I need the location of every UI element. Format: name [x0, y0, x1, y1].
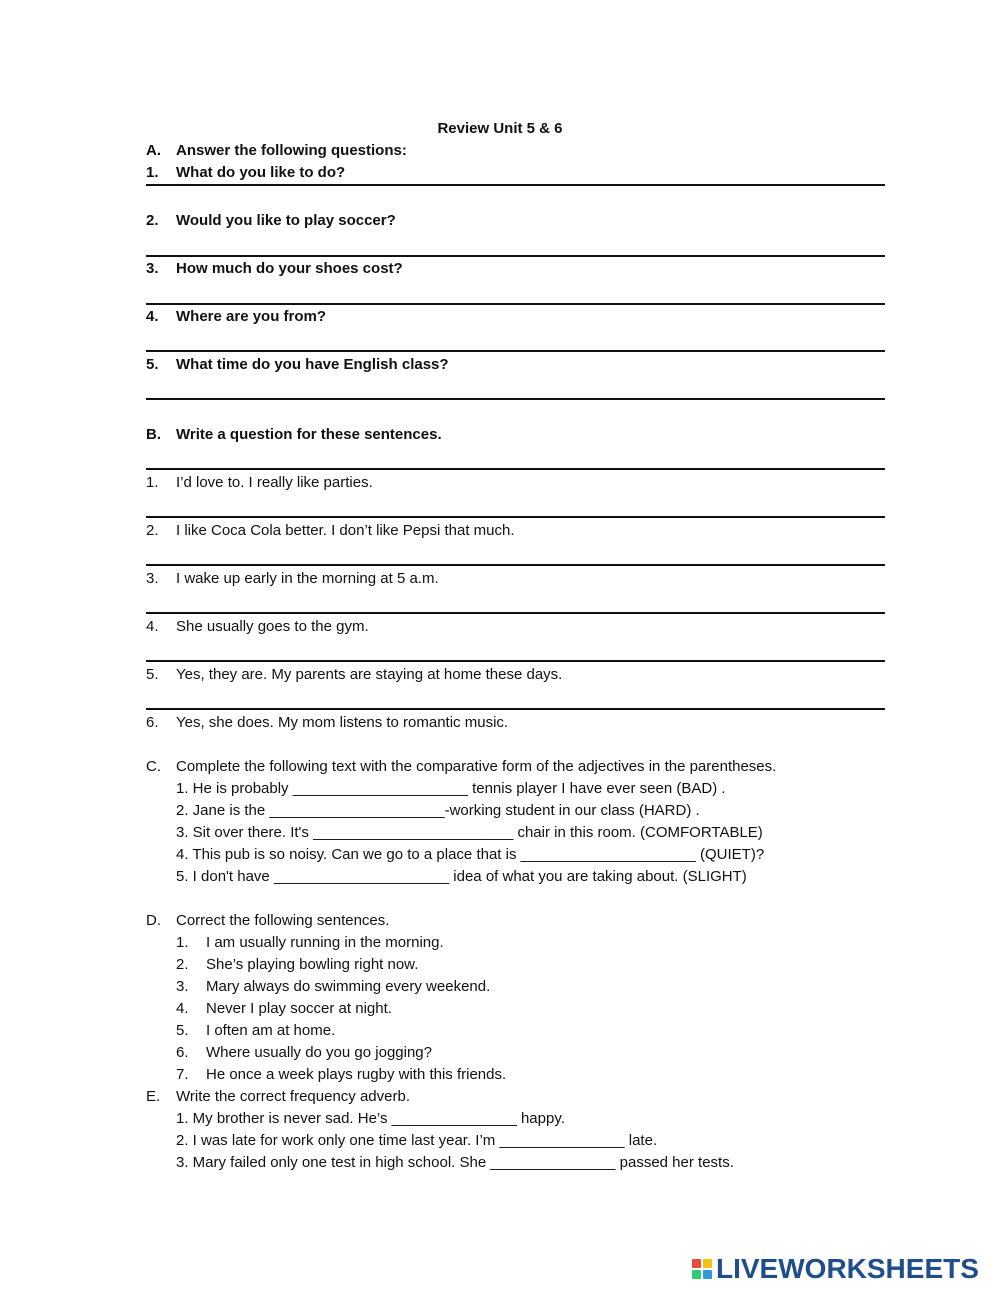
- sentence-number: 2.: [146, 522, 159, 539]
- question-number: 2.: [146, 212, 159, 229]
- answer-line[interactable]: [146, 255, 885, 257]
- sentence-text: I am usually running in the morning.: [206, 934, 444, 951]
- sentence-text: I like Coca Cola better. I don’t like Pepsi that much.: [176, 522, 515, 539]
- sentence-text: Mary always do swimming every weekend.: [206, 978, 491, 995]
- answer-line[interactable]: [146, 184, 885, 186]
- sentence-text: I’d love to. I really like parties.: [176, 474, 373, 491]
- sentence-text: She’s playing bowling right now.: [206, 956, 419, 973]
- section-b-letter: B.: [146, 426, 161, 443]
- sentence-text: He once a week plays rugby with this friends.: [206, 1066, 507, 1083]
- question-text: What do you like to do?: [176, 164, 346, 181]
- fill-in-item[interactable]: 3. Mary failed only one test in high school. She _______________ passed her tests.: [176, 1154, 734, 1171]
- section-a-letter: A.: [146, 142, 161, 159]
- section-b-heading: Write a question for these sentences.: [176, 426, 442, 443]
- answer-line[interactable]: [146, 516, 885, 518]
- sentence-text: I wake up early in the morning at 5 a.m.: [176, 570, 439, 587]
- sentence-text: Yes, she does. My mom listens to romantic music.: [176, 714, 509, 731]
- fill-in-item[interactable]: 1. My brother is never sad. He’s _______________ happy.: [176, 1110, 565, 1127]
- question-number: 5.: [146, 356, 159, 373]
- page-title: Review Unit 5 & 6: [437, 120, 563, 137]
- question-text: Would you like to play soccer?: [176, 212, 396, 229]
- section-e-letter: E.: [146, 1088, 161, 1105]
- sentence-text: Yes, they are. My parents are staying at home these days.: [176, 666, 563, 683]
- sentence-number: 5.: [146, 666, 159, 683]
- question-number: 3.: [146, 260, 159, 277]
- section-e-heading: Write the correct frequency adverb.: [176, 1088, 410, 1105]
- sentence-number: 3.: [146, 570, 159, 587]
- section-c-heading: Complete the following text with the comparative form of the adjectives in the parentheses.: [176, 758, 777, 775]
- section-c-letter: C.: [146, 758, 161, 775]
- fill-in-item[interactable]: 3. Sit over there. It's ________________________ chair in this room. (COMFORTABLE): [176, 824, 763, 841]
- sentence-text: I often am at home.: [206, 1022, 336, 1039]
- sentence-number: 1.: [146, 474, 159, 491]
- fill-in-item[interactable]: 2. I was late for work only one time last year. I’m _______________ late.: [176, 1132, 658, 1149]
- fill-in-item[interactable]: 2. Jane is the _____________________-working student in our class (HARD) .: [176, 802, 700, 819]
- question-text: Where are you from?: [176, 308, 327, 325]
- section-a-heading: Answer the following questions:: [176, 142, 407, 159]
- question-number: 4.: [146, 308, 159, 325]
- question-text: What time do you have English class?: [176, 356, 449, 373]
- question-text: How much do your shoes cost?: [176, 260, 403, 277]
- answer-line[interactable]: [146, 708, 885, 710]
- logo-text: LIVEWORKSHEETS: [716, 1253, 979, 1284]
- sentence-number: 6.: [146, 714, 159, 731]
- answer-line[interactable]: [146, 350, 885, 352]
- sentence-number: 4.: [146, 618, 159, 635]
- answer-line[interactable]: [146, 660, 885, 662]
- sentence-number: 7.: [176, 1066, 189, 1083]
- section-d-heading: Correct the following sentences.: [176, 912, 390, 929]
- answer-line[interactable]: [146, 564, 885, 566]
- sentence-text: Where usually do you go jogging?: [206, 1044, 432, 1061]
- sentence-number: 3.: [176, 978, 189, 995]
- answer-line[interactable]: [146, 398, 885, 400]
- sentence-number: 6.: [176, 1044, 189, 1061]
- sentence-text: Never I play soccer at night.: [206, 1000, 392, 1017]
- fill-in-item[interactable]: 5. I don't have _____________________ idea of what you are taking about. (SLIGHT): [176, 868, 747, 885]
- answer-line[interactable]: [146, 303, 885, 305]
- fill-in-item[interactable]: 4. This pub is so noisy. Can we go to a place that is _____________________ (QUIET)?: [176, 846, 765, 863]
- sentence-number: 4.: [176, 1000, 189, 1017]
- liveworksheets-logo: [692, 1254, 979, 1284]
- question-number: 1.: [146, 164, 159, 181]
- sentence-text: She usually goes to the gym.: [176, 618, 369, 635]
- section-d-letter: D.: [146, 912, 161, 929]
- sentence-number: 1.: [176, 934, 189, 951]
- sentence-number: 5.: [176, 1022, 189, 1039]
- answer-line[interactable]: [146, 468, 885, 470]
- logo-blocks-icon: [692, 1259, 712, 1279]
- fill-in-item[interactable]: 1. He is probably _____________________ tennis player I have ever seen (BAD) .: [176, 780, 726, 797]
- answer-line[interactable]: [146, 612, 885, 614]
- sentence-number: 2.: [176, 956, 189, 973]
